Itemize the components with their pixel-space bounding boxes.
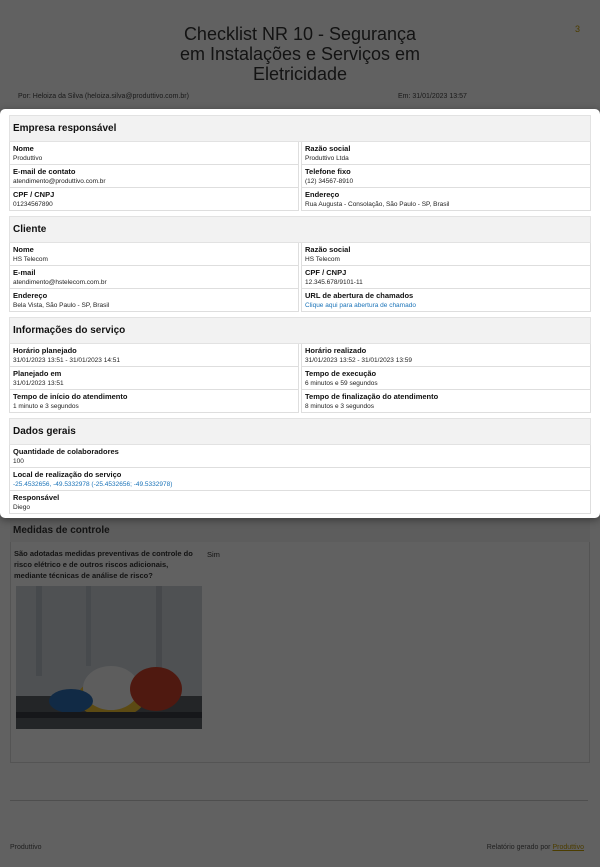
service-location-field: Local de realização do serviço -25.4532656, -49.5332978 (-25.4532656; -49.5332978) — [9, 468, 591, 491]
general-list — [9, 445, 591, 514]
company-section-title: Empresa responsável — [9, 115, 591, 142]
client-address-field: Endereço Bela Vista, São Paulo - SP, Brasil — [9, 289, 299, 312]
details-modal — [0, 109, 600, 518]
ticket-url-link[interactable]: Clique aqui para abertura de chamado — [305, 302, 416, 309]
client-name-field: Nome HS Telecom — [9, 243, 299, 266]
service-section-title: Informações do serviço — [9, 317, 591, 344]
general-section-title: Dados gerais — [9, 418, 591, 445]
responsible-field: Responsável Diego — [9, 491, 591, 514]
client-legal-name-field: Razão social HS Telecom — [301, 243, 591, 266]
company-phone-field: Telefone fixo (12) 34567-8910 — [301, 165, 591, 188]
client-grid — [9, 243, 591, 312]
company-name-field: Nome Produttivo — [9, 142, 299, 165]
company-email-field: E-mail de contato atendimento@produttivo.com.br — [9, 165, 299, 188]
employee-count-field: Quantidade de colaboradores 100 — [9, 445, 591, 468]
company-grid — [9, 142, 591, 211]
company-address-field: Endereço Rua Augusta - Consolação, São Paulo - SP, Brasil — [301, 188, 591, 211]
client-document-field: CPF / CNPJ 12.345.678/9101-11 — [301, 266, 591, 289]
client-email-field: E-mail atendimento@hstelecom.com.br — [9, 266, 299, 289]
planned-at-field: Planejado em 31/01/2023 13:51 — [9, 367, 299, 390]
performed-time-field: Horário realizado 31/01/2023 13:52 - 31/01/2023 13:59 — [301, 344, 591, 367]
execution-time-field: Tempo de execução 6 minutos e 59 segundos — [301, 367, 591, 390]
finish-time-field: Tempo de finalização do atendimento 8 minutos e 3 segundos — [301, 390, 591, 413]
company-document-field: CPF / CNPJ 01234567890 — [9, 188, 299, 211]
client-section-title: Cliente — [9, 216, 591, 243]
planned-time-field: Horário planejado 31/01/2023 13:51 - 31/01/2023 14:51 — [9, 344, 299, 367]
service-grid — [9, 344, 591, 413]
company-legal-name-field: Razão social Produttivo Ltda — [301, 142, 591, 165]
start-time-field: Tempo de início do atendimento 1 minuto e 3 segundos — [9, 390, 299, 413]
location-link[interactable]: -25.4532656, -49.5332978 (-25.4532656; -49.5332978) — [13, 481, 173, 488]
client-ticket-url-field: URL de abertura de chamados Clique aqui para abertura de chamado — [301, 289, 591, 312]
